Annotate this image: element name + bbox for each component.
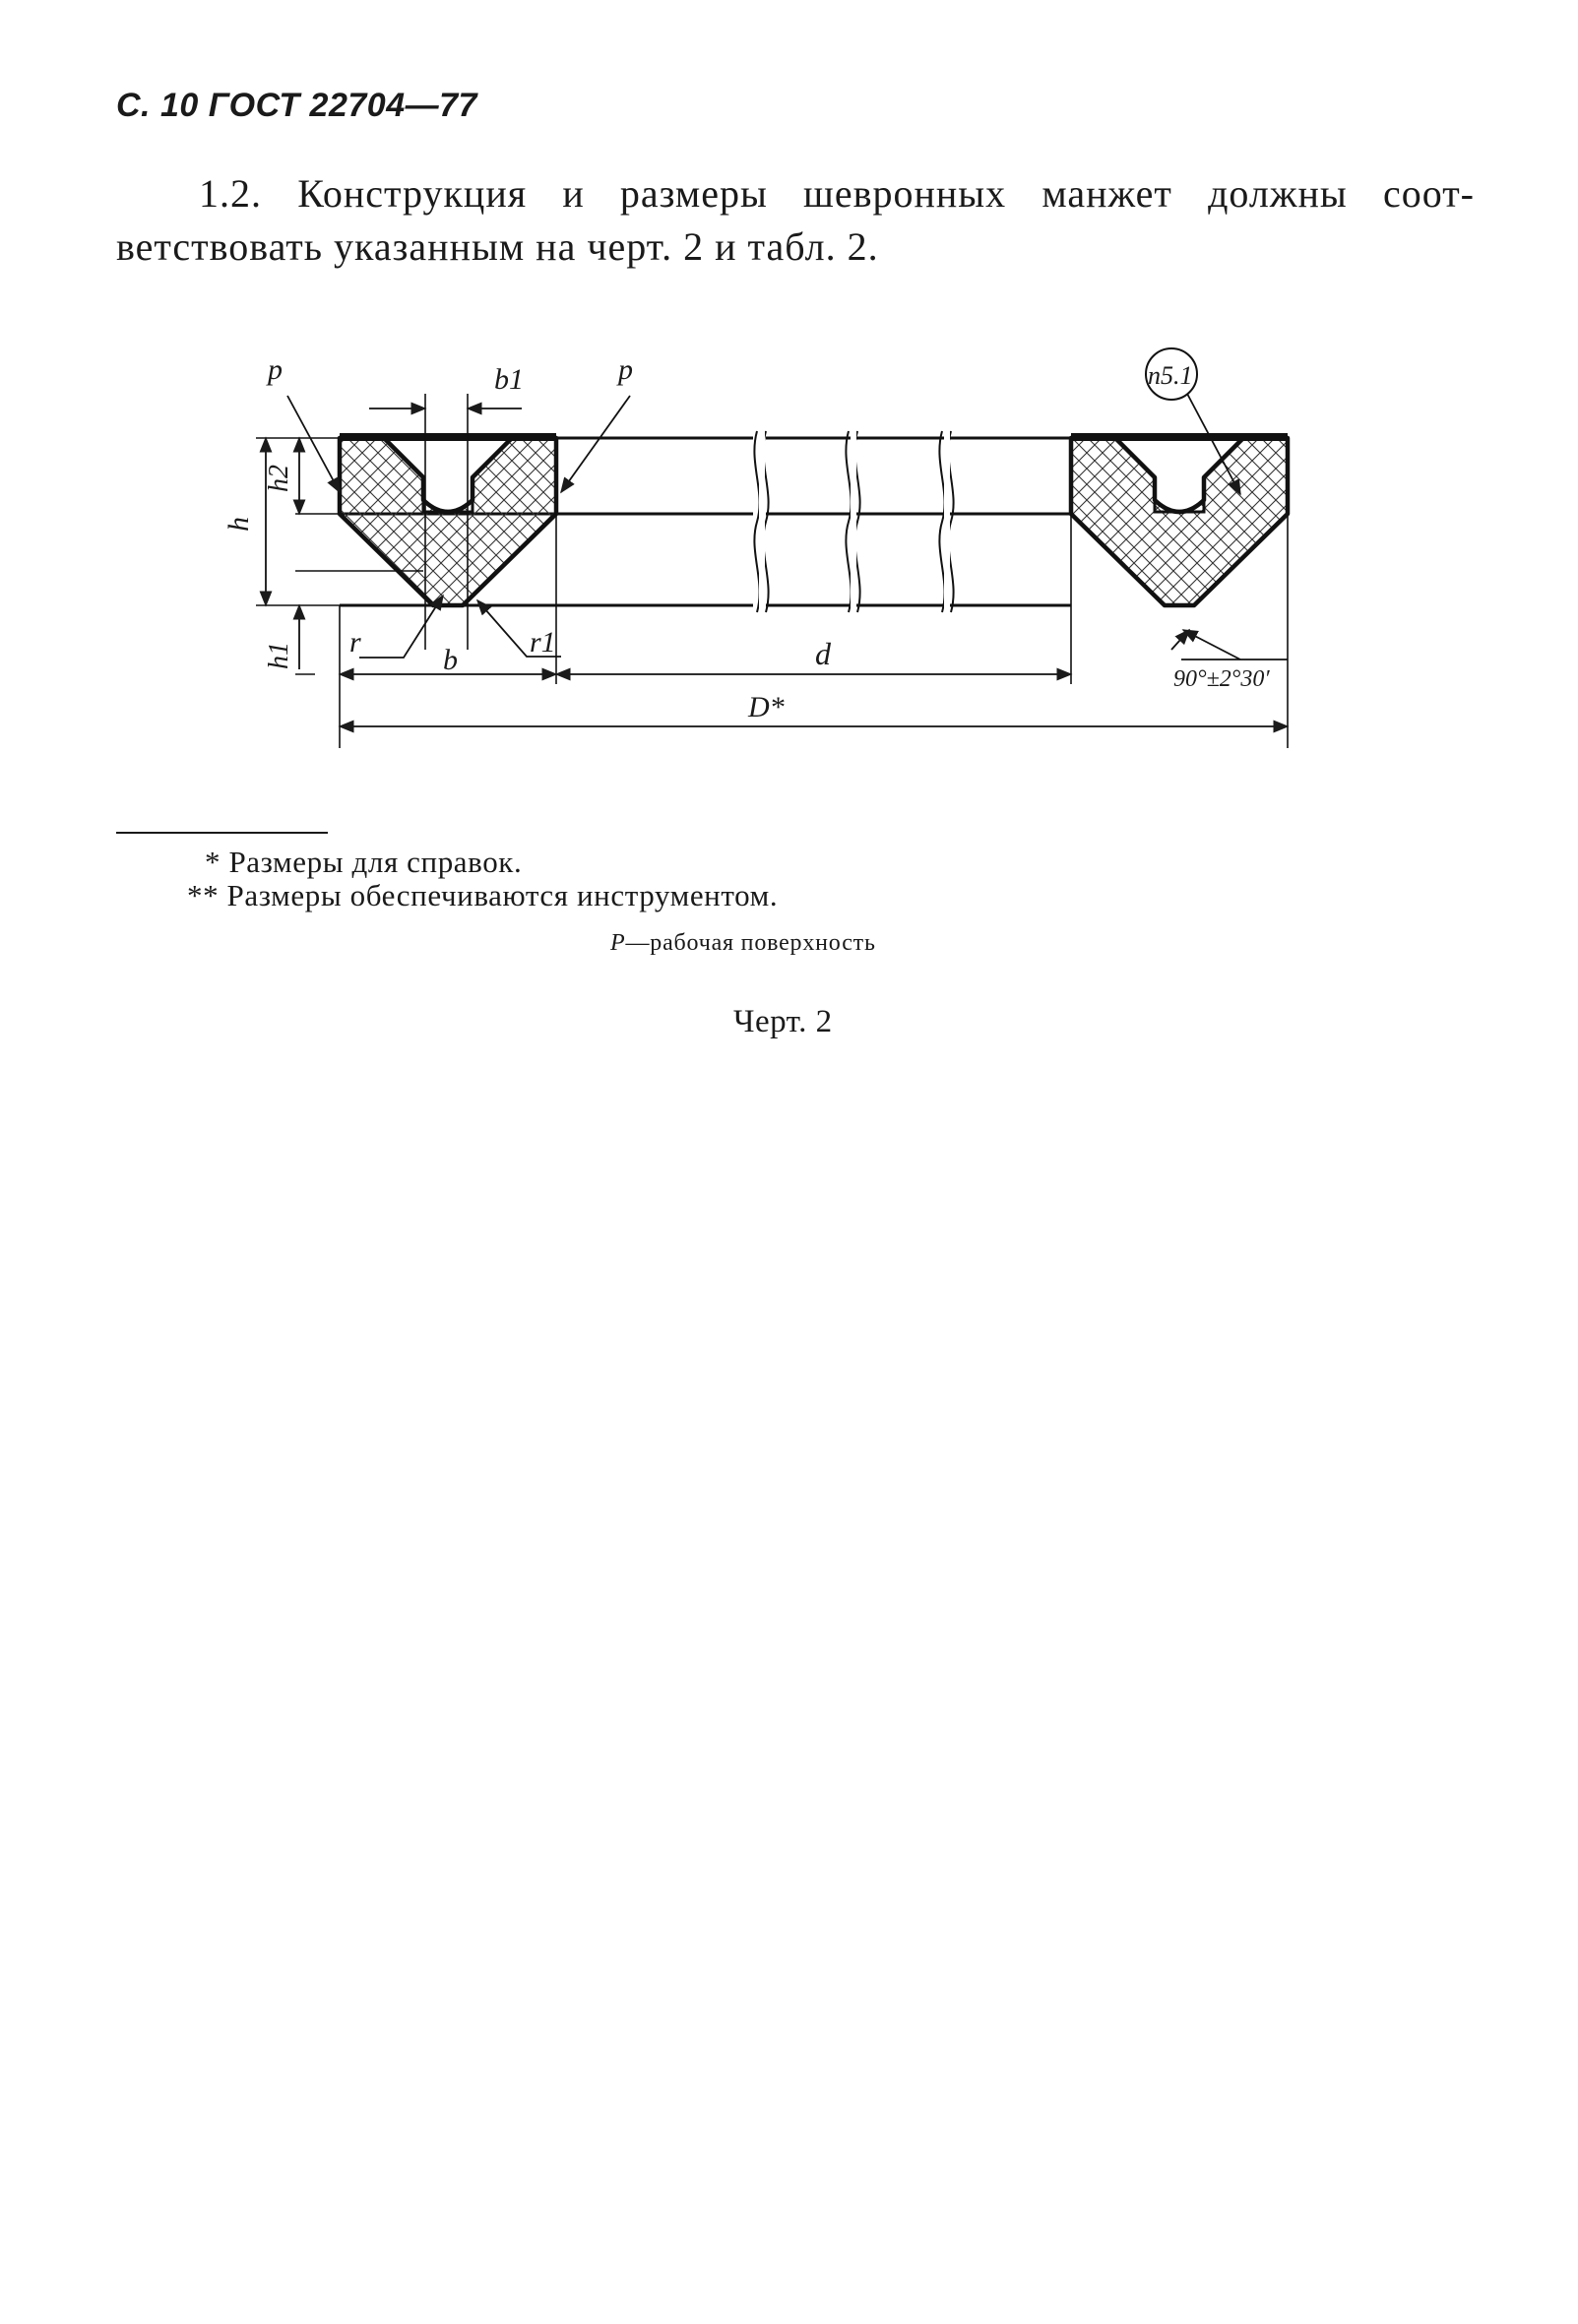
break-gap-3 [944,425,950,618]
label-clause-ref: п5.1 [1148,361,1193,390]
label-b1: b1 [494,363,524,396]
label-h2: h2 [264,465,294,492]
footnote-2: ** Размеры обеспечиваются инструментом. [187,878,779,912]
label-r1: r1 [530,626,556,659]
page-header: С. 10 ГОСТ 22704—77 [116,87,477,124]
break-gap-2 [851,425,856,618]
label-r: r [349,626,361,659]
left-hatched-area [340,438,556,605]
label-D: D* [748,691,785,723]
paragraph-line-2: ветствовать указанным на черт. 2 и табл. 2. [116,224,879,269]
left-chevron-section [340,433,556,605]
label-h1: h1 [264,642,294,669]
legend [610,930,876,957]
right-hatched-area [1071,438,1288,605]
footnote-1: * Размеры для справок. [205,845,523,879]
chevron-seal-drawing-main [197,335,1319,758]
label-b: b [443,644,458,676]
label-p-left: p [268,353,283,386]
label-h: h [222,517,255,532]
break-gap-1 [759,425,765,618]
label-angle: 90°±2°30′ [1173,666,1270,692]
legend-text: —рабочая поверхность [625,930,876,956]
paragraph-line-1: 1.2. Конструкция и размеры шевронных манжет должны соот- [199,171,1475,216]
paragraph-1-2 [116,167,1475,274]
footnote-rule [116,832,328,834]
label-d: d [815,636,831,671]
legend-letter: P [610,930,626,956]
right-chevron-section [1071,433,1288,605]
label-p-right: p [618,353,633,386]
figure-caption: Черт. 2 [733,1004,833,1039]
